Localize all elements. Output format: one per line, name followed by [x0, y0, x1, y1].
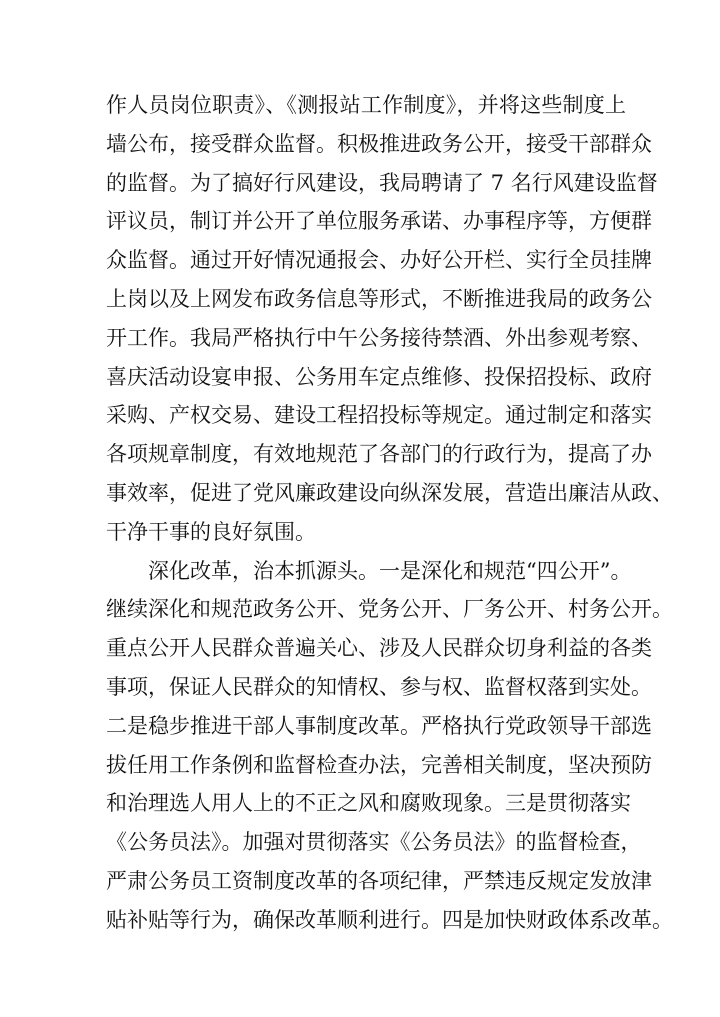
paragraph-1-line-3: 的监督。为了搞好行风建设，我局聘请了 7 名行风建设监督 — [106, 170, 658, 195]
paragraph-1-line-8: 喜庆活动设宴申报、公务用车定点维修、投保招投标、政府 — [106, 364, 652, 389]
paragraph-1-line-10: 各项规章制度，有效地规范了各部门的行政行为，提高了办 — [106, 442, 652, 467]
paragraph-2-line-6: 拔任用工作条例和监督检查办法，完善相关制度，坚决预防 — [106, 752, 652, 777]
paragraph-1-line-6: 上岗以及上网发布政务信息等形式，不断推进我局的政务公 — [106, 286, 652, 311]
paragraph-2-line-4: 事项，保证人民群众的知情权、参与权、监督权落到实处。 — [106, 674, 652, 699]
paragraph-2-line-2: 继续深化和规范政务公开、党务公开、厂务公开、村务公开。 — [106, 597, 673, 622]
paragraph-1-line-4: 评议员，制订并公开了单位服务承诺、办事程序等，方便群 — [106, 209, 652, 234]
paragraph-2-line-1: 深化改革，治本抓源头。一是深化和规范“四公开”。 — [148, 558, 632, 583]
paragraph-2-line-5: 二是稳步推进干部人事制度改革。严格执行党政领导干部选 — [106, 713, 652, 738]
paragraph-1-line-5: 众监督。通过开好情况通报会、办好公开栏、实行全员挂牌 — [106, 248, 652, 273]
document-body — [106, 86, 673, 940]
paragraph-2-line-10: 贴补贴等行为，确保改革顺利进行。四是加快财政体系改革。 — [106, 907, 673, 932]
paragraph-1-line-12: 干净干事的良好氛围。 — [106, 519, 316, 544]
paragraph-1-line-7: 开工作。我局严格执行中午公务接待禁酒、外出参观考察、 — [106, 325, 652, 350]
paragraph-2-line-7: 和治理选人用人上的不正之风和腐败现象。三是贯彻落实 — [106, 791, 631, 816]
paragraph-2-line-3: 重点公开人民群众普遍关心、涉及人民群众切身利益的各类 — [106, 636, 652, 661]
paragraph-1-line-2: 墙公布，接受群众监督。积极推进政务公开，接受干部群众 — [106, 131, 652, 156]
paragraph-1-line-11: 事效率，促进了党风廉政建设向纵深发展，营造出廉洁从政、 — [106, 480, 673, 505]
paragraph-1-line-1: 作人员岗位职责》、《测报站工作制度》，并将这些制度上 — [106, 93, 626, 117]
paragraph-1-line-9: 采购、产权交易、建设工程招投标等规定。通过制定和落实 — [106, 403, 652, 428]
paragraph-2-line-9: 严肃公务员工资制度改革的各项纪律，严禁违反规定发放津 — [106, 868, 652, 893]
paragraph-2-line-8: 《公务员法》。加强对贯彻落实《公务员法》的监督检查， — [106, 830, 642, 855]
